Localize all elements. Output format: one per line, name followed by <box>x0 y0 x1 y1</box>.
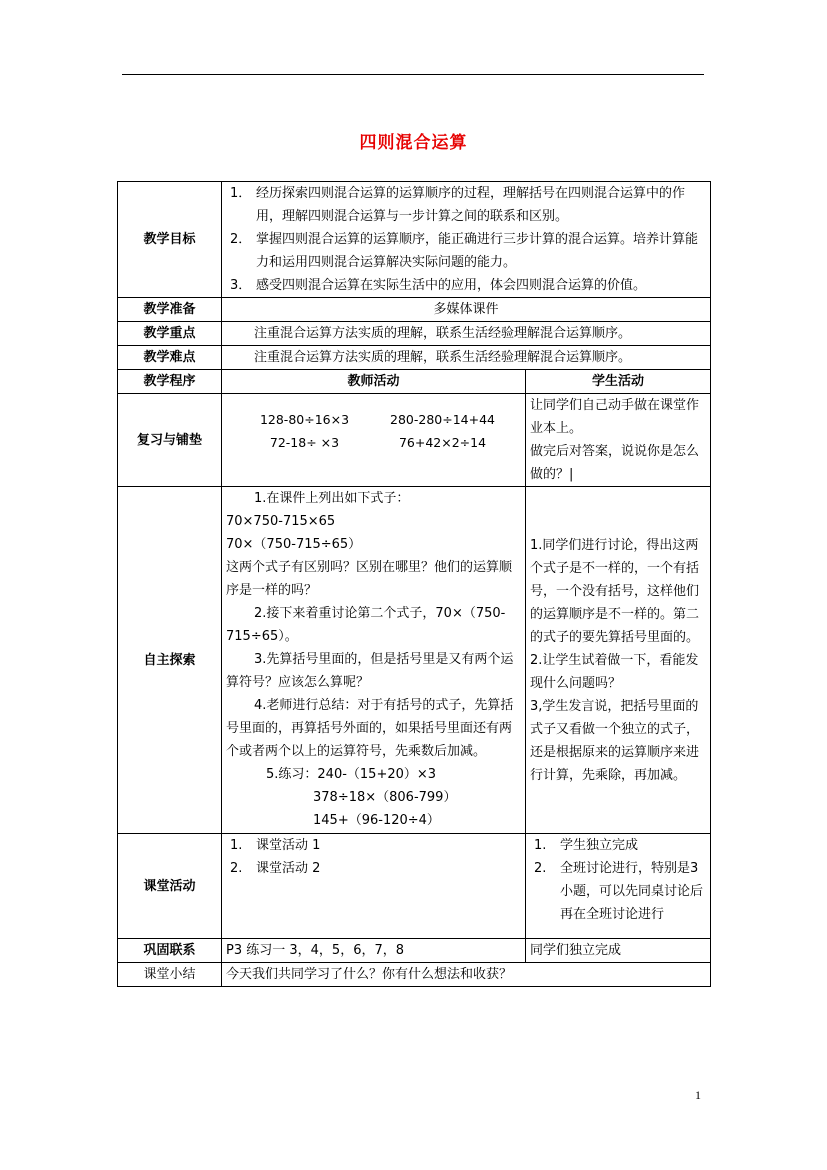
summary-content: 今天我们共同学习了什么？你有什么想法和收获？ <box>222 963 711 987</box>
header-rule <box>122 74 704 75</box>
activity-student <box>526 834 711 939</box>
explore-teacher-line: 1.在课件上列出如下式子： <box>254 491 410 506</box>
row-activity <box>118 834 711 939</box>
review-expression: 280-280÷14+44 <box>390 412 495 427</box>
activity-teacher <box>222 834 526 939</box>
lesson-plan-table <box>117 181 711 987</box>
review-teacher <box>222 394 526 487</box>
explore-practice-line: 378÷18×（806-799） <box>313 790 457 805</box>
review-student <box>526 394 711 487</box>
consolidate-student: 同学们独立完成 <box>526 939 711 963</box>
review-expression: 72-18÷ ×3 <box>269 435 340 450</box>
procedure-label: 教学程序 <box>118 370 222 394</box>
row-review <box>118 394 711 487</box>
goal-item: 1． 经历探索四则混合运算的运算顺序的过程，理解括号在四则混合运算中的作用，理解四则混合运算与一步计算之间的联系和区别。 <box>230 186 686 224</box>
explore-student <box>526 487 711 834</box>
review-student-line: 做完后对答案，说说你是怎么做的？| <box>530 444 700 482</box>
row-explore <box>118 487 711 834</box>
activity-label: 课堂活动 <box>118 834 222 939</box>
explore-student-line: 3,学生发言说，把括号里面的式子又看做一个独立的式子，还是根据原来的运算顺序来进行计算，先乘除，再加减。 <box>530 698 700 783</box>
row-consolidate <box>118 939 711 963</box>
activity-teacher-item: 1. 课堂活动 1 <box>230 838 321 853</box>
explore-student-line: 1.同学们进行讨论，得出这两个式子是不一样的，一个有括号，一个没有括号，这样他们的运算顺序是不一样的。第二的式子的要先算括号里面的。 <box>530 537 700 645</box>
row-procedure-header <box>118 370 711 394</box>
difficulty-label: 教学难点 <box>118 346 222 370</box>
explore-teacher-line: 3.先算括号里面的，但是括号里是又有两个运算符号？应该怎么算呢？ <box>226 652 514 690</box>
row-goals <box>118 182 711 298</box>
goals-label: 教学目标 <box>118 182 222 298</box>
student-activity-header: 学生活动 <box>526 370 711 394</box>
row-difficulty <box>118 346 711 370</box>
page-number: 1 <box>695 1088 701 1102</box>
activity-student-item: 2. 全班讨论进行，特别是3小题，可以先同桌讨论后再在全班讨论进行 <box>534 861 704 922</box>
review-student-line: 让同学们自己动手做在课堂作业本上。 <box>530 398 700 436</box>
explore-practice-line: 5.练习：240-（15+20）×3 <box>266 767 437 782</box>
explore-teacher-line: 4.老师进行总结：对于有括号的式子，先算括号里面的，再算括号外面的，如果括号里面还有两个或者两个以上的运算符号，先乘数后加减。 <box>226 698 514 759</box>
consolidate-teacher: P3 练习一 3，4，5，6，7，8 <box>222 939 526 963</box>
explore-teacher-line: 70×750-715×65 <box>226 514 336 529</box>
document-title: 四则混合运算 <box>359 133 468 153</box>
consolidate-label: 巩固联系 <box>118 939 222 963</box>
summary-label: 课堂小结 <box>118 963 222 987</box>
prep-content: 多媒体课件 <box>222 298 711 322</box>
prep-label: 教学准备 <box>118 298 222 322</box>
explore-practice-line: 145+（96-120÷4） <box>313 813 440 828</box>
explore-teacher-line: 这两个式子有区别吗？区别在哪里？他们的运算顺序是一样的吗？ <box>226 560 513 598</box>
activity-teacher-item: 2. 课堂活动 2 <box>230 861 321 876</box>
review-expression: 128-80÷16×3 <box>259 412 350 427</box>
explore-teacher-line: 2.接下来着重讨论第二个式子，70×（750-715÷65）。 <box>226 606 506 644</box>
row-prep <box>118 298 711 322</box>
goal-item: 3． 感受四则混合运算在实际生活中的应用，体会四则混合运算的价值。 <box>230 278 647 293</box>
row-summary <box>118 963 711 987</box>
difficulty-content: 注重混合运算方法实质的理解，联系生活经验理解混合运算顺序。 <box>222 346 711 370</box>
teacher-activity-header: 教师活动 <box>222 370 526 394</box>
explore-label: 自主探索 <box>118 487 222 834</box>
review-label: 复习与铺垫 <box>118 394 222 487</box>
key-content: 注重混合运算方法实质的理解，联系生活经验理解混合运算顺序。 <box>222 322 711 346</box>
row-key-points <box>118 322 711 346</box>
explore-teacher-line: 70×（750-715÷65） <box>226 537 362 552</box>
key-label: 教学重点 <box>118 322 222 346</box>
activity-student-item: 1. 学生独立完成 <box>534 838 639 853</box>
explore-student-line: 2.让学生试着做一下，看能发现什么问题吗？ <box>530 652 699 691</box>
goals-content <box>222 182 711 298</box>
explore-teacher <box>222 487 526 834</box>
goal-item: 2． 掌握四则混合运算的运算顺序，能正确进行三步计算的混合运算。培养计算能力和运用四则混合运算解决实际问题的能力。 <box>230 232 699 270</box>
review-expression: 76+42×2÷14 <box>398 435 487 450</box>
